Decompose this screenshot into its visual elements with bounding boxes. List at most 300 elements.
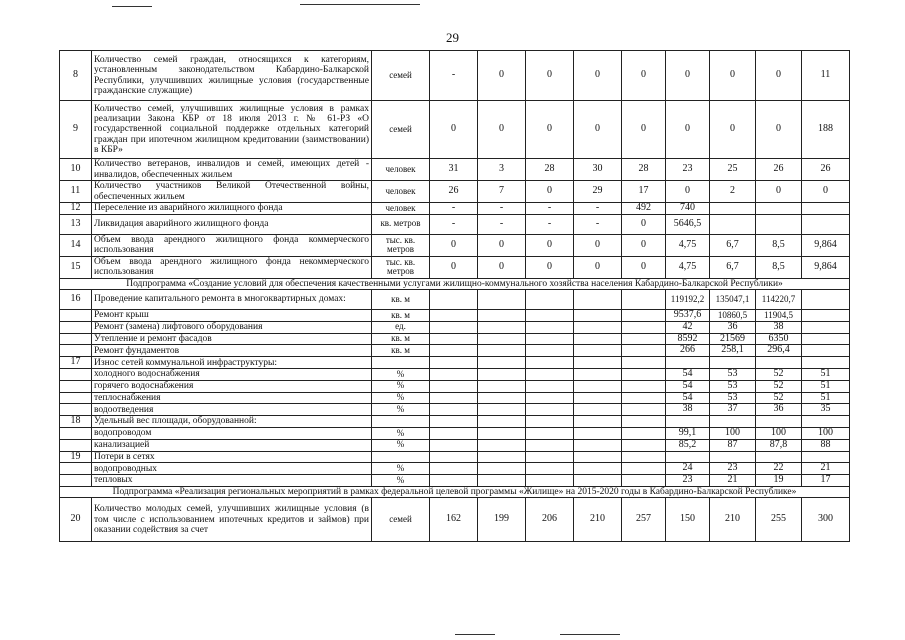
value-cell: 188 bbox=[802, 101, 850, 159]
value-cell: 0 bbox=[478, 51, 526, 101]
table-row bbox=[60, 321, 850, 333]
value-cell bbox=[430, 369, 478, 381]
unit-cell: % bbox=[372, 369, 430, 381]
row-number: 14 bbox=[60, 234, 92, 256]
table-row bbox=[60, 101, 850, 159]
value-cell: 28 bbox=[526, 159, 574, 181]
row-number: 16 bbox=[60, 290, 92, 310]
value-cell: 206 bbox=[526, 498, 574, 542]
value-cell: 31 bbox=[430, 159, 478, 181]
subprogram-title: Подпрограмма «Создание условий для обеспечения качественными услугами жилищно-коммунального хозяйства населения Кабардино-Балкарской Республики» bbox=[60, 278, 850, 289]
value-cell: 0 bbox=[574, 51, 622, 101]
value-cell bbox=[526, 357, 574, 369]
value-cell bbox=[526, 392, 574, 404]
value-cell: 0 bbox=[478, 234, 526, 256]
value-cell: 257 bbox=[622, 498, 666, 542]
unit-cell bbox=[372, 416, 430, 428]
value-cell: 6,7 bbox=[710, 234, 756, 256]
value-cell: 0 bbox=[478, 101, 526, 159]
value-cell bbox=[478, 357, 526, 369]
value-cell bbox=[430, 380, 478, 392]
value-cell: 26 bbox=[430, 181, 478, 203]
unit-cell: человек bbox=[372, 159, 430, 181]
indicator-name: Ремонт (замена) лифтового оборудования bbox=[92, 321, 372, 333]
value-cell: 52 bbox=[756, 392, 802, 404]
value-cell bbox=[756, 203, 802, 215]
value-cell: 0 bbox=[622, 256, 666, 278]
value-cell: 210 bbox=[574, 498, 622, 542]
table-row bbox=[60, 181, 850, 203]
indicator-name: Объем ввода арендного жилищного фонда некоммерческого использования bbox=[92, 256, 372, 278]
value-cell: 99,1 bbox=[666, 428, 710, 440]
value-cell: 22 bbox=[756, 463, 802, 475]
value-cell: 258,1 bbox=[710, 345, 756, 357]
value-cell bbox=[526, 451, 574, 463]
value-cell: 38 bbox=[756, 321, 802, 333]
value-cell bbox=[526, 321, 574, 333]
value-cell: 54 bbox=[666, 380, 710, 392]
table-row bbox=[60, 214, 850, 234]
value-cell: 53 bbox=[710, 380, 756, 392]
table-row bbox=[60, 234, 850, 256]
row-number bbox=[60, 463, 92, 475]
table-row bbox=[60, 310, 850, 322]
value-cell: 85,2 bbox=[666, 439, 710, 451]
value-cell: 8,5 bbox=[756, 234, 802, 256]
row-number: 19 bbox=[60, 451, 92, 463]
value-cell: 25 bbox=[710, 159, 756, 181]
row-number bbox=[60, 439, 92, 451]
value-cell: 42 bbox=[666, 321, 710, 333]
value-cell: 6350 bbox=[756, 333, 802, 345]
value-cell bbox=[430, 321, 478, 333]
value-cell: 52 bbox=[756, 380, 802, 392]
value-cell: 11904,5 bbox=[756, 310, 802, 322]
value-cell bbox=[574, 463, 622, 475]
row-number bbox=[60, 333, 92, 345]
value-cell: 0 bbox=[756, 181, 802, 203]
indicator-name: канализацией bbox=[92, 439, 372, 451]
value-cell bbox=[574, 380, 622, 392]
value-cell bbox=[574, 369, 622, 381]
value-cell: 0 bbox=[574, 256, 622, 278]
value-cell bbox=[622, 357, 666, 369]
indicator-name: Утепление и ремонт фасадов bbox=[92, 333, 372, 345]
indicator-name: Проведение капитального ремонта в многоквартирных домах: bbox=[92, 290, 372, 310]
value-cell: 17 bbox=[802, 475, 850, 487]
value-cell bbox=[478, 369, 526, 381]
value-cell: 35 bbox=[802, 404, 850, 416]
value-cell bbox=[756, 357, 802, 369]
indicator-name: водопроводом bbox=[92, 428, 372, 440]
value-cell bbox=[526, 345, 574, 357]
value-cell bbox=[430, 416, 478, 428]
row-number bbox=[60, 428, 92, 440]
value-cell bbox=[430, 439, 478, 451]
value-cell bbox=[430, 357, 478, 369]
value-cell: 5646,5 bbox=[666, 214, 710, 234]
indicator-name: Потери в сетях bbox=[92, 451, 372, 463]
value-cell bbox=[526, 380, 574, 392]
unit-cell: кв. м bbox=[372, 310, 430, 322]
value-cell bbox=[622, 451, 666, 463]
value-cell: 0 bbox=[666, 181, 710, 203]
value-cell bbox=[430, 451, 478, 463]
value-cell bbox=[478, 310, 526, 322]
value-cell: 54 bbox=[666, 392, 710, 404]
value-cell bbox=[526, 310, 574, 322]
value-cell bbox=[802, 416, 850, 428]
value-cell bbox=[430, 463, 478, 475]
table-row bbox=[60, 380, 850, 392]
value-cell: 114220,7 bbox=[756, 290, 802, 310]
value-cell: 19 bbox=[756, 475, 802, 487]
row-number bbox=[60, 475, 92, 487]
unit-cell bbox=[372, 451, 430, 463]
row-number: 18 bbox=[60, 416, 92, 428]
value-cell bbox=[622, 345, 666, 357]
value-cell bbox=[574, 392, 622, 404]
value-cell: 10860,5 bbox=[710, 310, 756, 322]
value-cell: 266 bbox=[666, 345, 710, 357]
value-cell: 0 bbox=[526, 256, 574, 278]
value-cell bbox=[802, 345, 850, 357]
value-cell: 36 bbox=[710, 321, 756, 333]
value-cell bbox=[430, 290, 478, 310]
row-number bbox=[60, 380, 92, 392]
row-number bbox=[60, 392, 92, 404]
value-cell: 0 bbox=[526, 234, 574, 256]
value-cell: 0 bbox=[430, 101, 478, 159]
value-cell: 87,8 bbox=[756, 439, 802, 451]
indicator-name: холодного водоснабжения bbox=[92, 369, 372, 381]
value-cell bbox=[526, 416, 574, 428]
value-cell: - bbox=[574, 214, 622, 234]
value-cell: 100 bbox=[710, 428, 756, 440]
value-cell bbox=[802, 451, 850, 463]
value-cell bbox=[622, 310, 666, 322]
value-cell bbox=[574, 290, 622, 310]
value-cell bbox=[802, 310, 850, 322]
value-cell: 9,864 bbox=[802, 256, 850, 278]
value-cell: 0 bbox=[710, 51, 756, 101]
indicator-name: Ремонт фундаментов bbox=[92, 345, 372, 357]
value-cell: - bbox=[478, 214, 526, 234]
value-cell bbox=[478, 451, 526, 463]
indicator-name: Количество молодых семей, улучшивших жилищные условия (в том числе с использованием ипотечных кредитов и займов) при оказании содействия за счет bbox=[92, 498, 372, 542]
value-cell: 0 bbox=[666, 51, 710, 101]
value-cell bbox=[802, 357, 850, 369]
value-cell: 87 bbox=[710, 439, 756, 451]
row-number: 8 bbox=[60, 51, 92, 101]
value-cell bbox=[526, 463, 574, 475]
value-cell bbox=[574, 428, 622, 440]
table-row bbox=[60, 51, 850, 101]
row-number bbox=[60, 321, 92, 333]
value-cell bbox=[710, 214, 756, 234]
indicator-name: Ремонт крыш bbox=[92, 310, 372, 322]
value-cell bbox=[622, 416, 666, 428]
value-cell bbox=[710, 357, 756, 369]
value-cell bbox=[478, 428, 526, 440]
value-cell: 0 bbox=[666, 101, 710, 159]
value-cell: 38 bbox=[666, 404, 710, 416]
table-row bbox=[60, 159, 850, 181]
value-cell: 119192,2 bbox=[666, 290, 710, 310]
value-cell bbox=[622, 321, 666, 333]
value-cell: 0 bbox=[526, 101, 574, 159]
value-cell bbox=[622, 463, 666, 475]
unit-cell: человек bbox=[372, 203, 430, 215]
indicator-name: Ликвидация аварийного жилищного фонда bbox=[92, 214, 372, 234]
value-cell: 300 bbox=[802, 498, 850, 542]
value-cell: 0 bbox=[478, 256, 526, 278]
value-cell bbox=[478, 290, 526, 310]
value-cell bbox=[622, 369, 666, 381]
value-cell: 53 bbox=[710, 392, 756, 404]
value-cell: 162 bbox=[430, 498, 478, 542]
indicator-name: Износ сетей коммунальной инфраструктуры: bbox=[92, 357, 372, 369]
value-cell: 30 bbox=[574, 159, 622, 181]
value-cell bbox=[710, 416, 756, 428]
value-cell: 9537,6 bbox=[666, 310, 710, 322]
value-cell: 199 bbox=[478, 498, 526, 542]
scan-line bbox=[560, 634, 620, 635]
value-cell: 150 bbox=[666, 498, 710, 542]
value-cell bbox=[666, 451, 710, 463]
value-cell: 210 bbox=[710, 498, 756, 542]
value-cell: 100 bbox=[802, 428, 850, 440]
value-cell bbox=[802, 333, 850, 345]
value-cell bbox=[802, 290, 850, 310]
unit-cell: % bbox=[372, 428, 430, 440]
value-cell bbox=[526, 290, 574, 310]
value-cell bbox=[574, 404, 622, 416]
value-cell bbox=[622, 290, 666, 310]
value-cell bbox=[574, 357, 622, 369]
value-cell bbox=[802, 321, 850, 333]
table-row bbox=[60, 333, 850, 345]
value-cell: 51 bbox=[802, 392, 850, 404]
value-cell: 0 bbox=[622, 51, 666, 101]
value-cell bbox=[756, 416, 802, 428]
value-cell bbox=[478, 321, 526, 333]
value-cell: 4,75 bbox=[666, 234, 710, 256]
value-cell: 0 bbox=[526, 181, 574, 203]
value-cell bbox=[526, 404, 574, 416]
value-cell bbox=[574, 321, 622, 333]
value-cell: 296,4 bbox=[756, 345, 802, 357]
value-cell bbox=[622, 380, 666, 392]
value-cell bbox=[430, 428, 478, 440]
value-cell bbox=[430, 404, 478, 416]
indicator-name: Переселение из аварийного жилищного фонда bbox=[92, 203, 372, 215]
table-row bbox=[60, 428, 850, 440]
value-cell: 255 bbox=[756, 498, 802, 542]
value-cell bbox=[478, 345, 526, 357]
row-number: 10 bbox=[60, 159, 92, 181]
section-row bbox=[60, 278, 850, 289]
value-cell: 9,864 bbox=[802, 234, 850, 256]
value-cell bbox=[622, 392, 666, 404]
indicator-name: Количество семей граждан, относящихся к категориям, установленным законодательством Кабардино-Балкарской Республики, улучшивших жилищные условия (государственные гражданские служащие) bbox=[92, 51, 372, 101]
table-row bbox=[60, 392, 850, 404]
row-number: 12 bbox=[60, 203, 92, 215]
value-cell: 7 bbox=[478, 181, 526, 203]
indicator-name: горячего водоснабжения bbox=[92, 380, 372, 392]
value-cell bbox=[574, 439, 622, 451]
value-cell bbox=[756, 214, 802, 234]
value-cell bbox=[430, 333, 478, 345]
value-cell: 36 bbox=[756, 404, 802, 416]
value-cell: 53 bbox=[710, 369, 756, 381]
value-cell: 2 bbox=[710, 181, 756, 203]
value-cell: 0 bbox=[710, 101, 756, 159]
unit-cell: % bbox=[372, 439, 430, 451]
value-cell bbox=[666, 416, 710, 428]
unit-cell bbox=[372, 357, 430, 369]
table-row bbox=[60, 256, 850, 278]
value-cell bbox=[574, 310, 622, 322]
indicator-name: водопроводных bbox=[92, 463, 372, 475]
value-cell: 37 bbox=[710, 404, 756, 416]
unit-cell: кв. м bbox=[372, 290, 430, 310]
scan-line bbox=[300, 4, 420, 5]
value-cell bbox=[802, 214, 850, 234]
table-row bbox=[60, 416, 850, 428]
table-row bbox=[60, 439, 850, 451]
value-cell bbox=[710, 203, 756, 215]
subprogram-title: Подпрограмма «Реализация региональных мероприятий в рамках федеральной целевой программы «Жилище» на 2015-2020 годы в Кабардино-Балкарской Республике» bbox=[60, 487, 850, 498]
unit-cell: человек bbox=[372, 181, 430, 203]
table-row bbox=[60, 345, 850, 357]
unit-cell: ед. bbox=[372, 321, 430, 333]
value-cell: 11 bbox=[802, 51, 850, 101]
indicator-name: Количество ветеранов, инвалидов и семей, имеющих детей - инвалидов, обеспеченных жильем bbox=[92, 159, 372, 181]
indicator-name: Количество участников Великой Отечественной войны, обеспеченных жильем bbox=[92, 181, 372, 203]
value-cell: 24 bbox=[666, 463, 710, 475]
indicator-name: Количество семей, улучшивших жилищные условия в рамках реализации Закона КБР от 18 июля 2013 г. № 61-РЗ «О государственной социальной поддержке отдельных категорий граждан при ипотечном жилищном кредитовании (заимствовании) в КБР» bbox=[92, 101, 372, 159]
value-cell bbox=[430, 345, 478, 357]
table-row bbox=[60, 463, 850, 475]
value-cell bbox=[622, 475, 666, 487]
value-cell bbox=[526, 428, 574, 440]
scan-line bbox=[455, 634, 495, 635]
value-cell bbox=[574, 475, 622, 487]
value-cell: 0 bbox=[622, 234, 666, 256]
value-cell: 6,7 bbox=[710, 256, 756, 278]
unit-cell: % bbox=[372, 392, 430, 404]
value-cell bbox=[622, 428, 666, 440]
value-cell bbox=[526, 369, 574, 381]
value-cell: 88 bbox=[802, 439, 850, 451]
row-number: 15 bbox=[60, 256, 92, 278]
value-cell bbox=[622, 404, 666, 416]
value-cell: 26 bbox=[802, 159, 850, 181]
indicator-name: Удельный вес площади, оборудованной: bbox=[92, 416, 372, 428]
value-cell bbox=[478, 333, 526, 345]
value-cell: 29 bbox=[574, 181, 622, 203]
value-cell bbox=[710, 451, 756, 463]
row-number: 11 bbox=[60, 181, 92, 203]
table-row bbox=[60, 498, 850, 542]
value-cell: 740 bbox=[666, 203, 710, 215]
value-cell: 8592 bbox=[666, 333, 710, 345]
unit-cell: семей bbox=[372, 51, 430, 101]
unit-cell: % bbox=[372, 380, 430, 392]
value-cell: 23 bbox=[710, 463, 756, 475]
row-number: 20 bbox=[60, 498, 92, 542]
table-row bbox=[60, 357, 850, 369]
table-row bbox=[60, 290, 850, 310]
value-cell: 3 bbox=[478, 159, 526, 181]
value-cell: 492 bbox=[622, 203, 666, 215]
value-cell: 26 bbox=[756, 159, 802, 181]
value-cell bbox=[666, 357, 710, 369]
value-cell: 0 bbox=[802, 181, 850, 203]
value-cell: 100 bbox=[756, 428, 802, 440]
value-cell bbox=[478, 404, 526, 416]
unit-cell: % bbox=[372, 475, 430, 487]
unit-cell: семей bbox=[372, 101, 430, 159]
value-cell: - bbox=[430, 203, 478, 215]
indicator-name: теплоснабжения bbox=[92, 392, 372, 404]
table-row bbox=[60, 404, 850, 416]
value-cell bbox=[802, 203, 850, 215]
value-cell: 23 bbox=[666, 475, 710, 487]
row-number bbox=[60, 369, 92, 381]
value-cell bbox=[478, 475, 526, 487]
value-cell: 17 bbox=[622, 181, 666, 203]
unit-cell: тыс. кв. метров bbox=[372, 256, 430, 278]
unit-cell: тыс. кв. метров bbox=[372, 234, 430, 256]
scan-line bbox=[112, 6, 152, 7]
row-number: 17 bbox=[60, 357, 92, 369]
unit-cell: семей bbox=[372, 498, 430, 542]
value-cell: 0 bbox=[430, 234, 478, 256]
value-cell: 0 bbox=[756, 51, 802, 101]
indicator-name: Объем ввода арендного жилищного фонда коммерческого использования bbox=[92, 234, 372, 256]
value-cell bbox=[526, 475, 574, 487]
value-cell: - bbox=[430, 51, 478, 101]
value-cell bbox=[756, 451, 802, 463]
value-cell bbox=[430, 475, 478, 487]
value-cell bbox=[478, 380, 526, 392]
unit-cell: кв. метров bbox=[372, 214, 430, 234]
value-cell bbox=[526, 333, 574, 345]
row-number bbox=[60, 310, 92, 322]
page-number: 29 bbox=[446, 30, 459, 45]
value-cell: 21569 bbox=[710, 333, 756, 345]
value-cell: 51 bbox=[802, 380, 850, 392]
value-cell: 28 bbox=[622, 159, 666, 181]
value-cell: 0 bbox=[622, 214, 666, 234]
value-cell: 0 bbox=[574, 234, 622, 256]
value-cell bbox=[622, 333, 666, 345]
value-cell: 52 bbox=[756, 369, 802, 381]
value-cell: 0 bbox=[526, 51, 574, 101]
value-cell: 54 bbox=[666, 369, 710, 381]
unit-cell: % bbox=[372, 463, 430, 475]
indicator-name: водоотведения bbox=[92, 404, 372, 416]
value-cell bbox=[478, 392, 526, 404]
unit-cell: кв. м bbox=[372, 345, 430, 357]
section-row bbox=[60, 487, 850, 498]
value-cell: 4,75 bbox=[666, 256, 710, 278]
indicator-name: тепловых bbox=[92, 475, 372, 487]
value-cell: 8,5 bbox=[756, 256, 802, 278]
value-cell: - bbox=[526, 214, 574, 234]
